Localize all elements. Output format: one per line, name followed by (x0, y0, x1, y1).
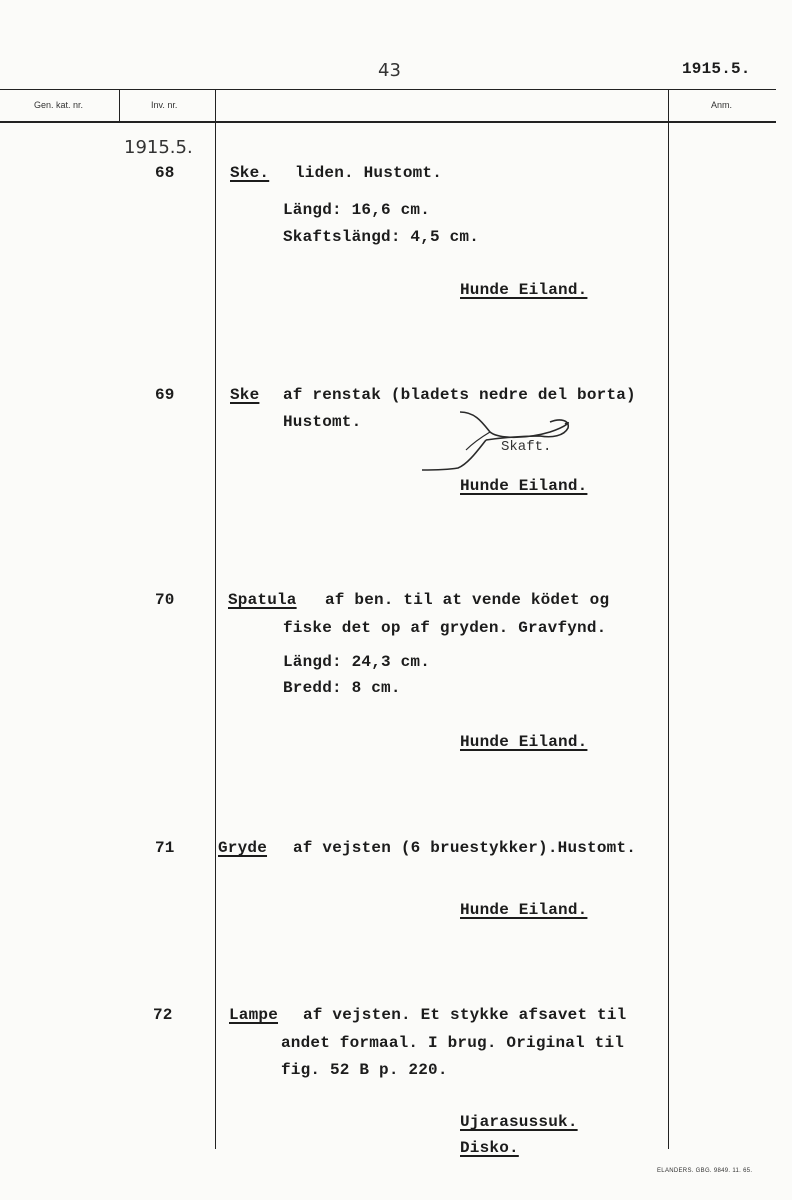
header-top-rule (0, 89, 776, 90)
entry-line: af renstak (bladets nedre del borta) (283, 386, 636, 404)
inv-prefix: 1915.5. (124, 137, 193, 158)
column-divider-anm (668, 89, 669, 1149)
entry-term: Gryde (218, 839, 268, 857)
inv-number: 71 (155, 839, 175, 857)
entry-line: Bredd: 8 cm. (283, 679, 401, 697)
entry-term: Lampe (229, 1006, 279, 1024)
entry-place-secondary: Disko. (460, 1139, 519, 1157)
entry-place: Hunde Eiland. (460, 733, 588, 751)
entry-line: Längd: 16,6 cm. (283, 201, 431, 219)
entry-term: Spatula (228, 591, 297, 609)
entry-line: af vejsten (6 bruestykker).Hustomt. (293, 839, 637, 857)
entry-line: fiske det op af gryden. Gravfynd. (283, 619, 607, 637)
entry-place: Hunde Eiland. (460, 477, 588, 495)
entry-line: fig. 52 B p. 220. (281, 1061, 448, 1079)
entry-term: Ske (230, 386, 260, 404)
entry-line: Hustomt. (283, 413, 362, 431)
printer-imprint: ELANDERS. GBG. 9849. 11. 65. (657, 1168, 753, 1174)
entry-place: Hunde Eiland. (460, 901, 588, 919)
entry-line: af vejsten. Et stykke afsavet til (303, 1006, 627, 1024)
entry-place: Ujarasussuk. (460, 1113, 578, 1131)
entry-place: Hunde Eiland. (460, 281, 588, 299)
header-bottom-rule (0, 121, 776, 123)
column-divider-inv (215, 89, 216, 1149)
spoon-sketch (420, 410, 580, 474)
page-year: 1915.5. (682, 60, 751, 78)
entry-term: Ske. (230, 164, 270, 182)
entry-line: Skaftslängd: 4,5 cm. (283, 228, 480, 246)
sketch-label: Skaft. (501, 439, 552, 455)
column-header-anm: Anm. (711, 100, 733, 110)
column-header-inv: Inv. nr. (151, 100, 178, 110)
inv-number: 72 (153, 1006, 173, 1024)
page-number: 43 (378, 60, 401, 81)
column-header-gen-kat: Gen. kat. nr. (34, 100, 84, 110)
inv-number: 70 (155, 591, 175, 609)
entry-line: liden. Hustomt. (295, 164, 443, 182)
entry-line: Längd: 24,3 cm. (283, 653, 431, 671)
inv-number: 69 (155, 386, 175, 404)
entry-line: andet formaal. I brug. Original til (281, 1034, 625, 1052)
inv-number: 68 (155, 164, 175, 182)
column-divider-gen-kat (119, 89, 120, 122)
entry-line: af ben. til at vende ködet og (325, 591, 610, 609)
